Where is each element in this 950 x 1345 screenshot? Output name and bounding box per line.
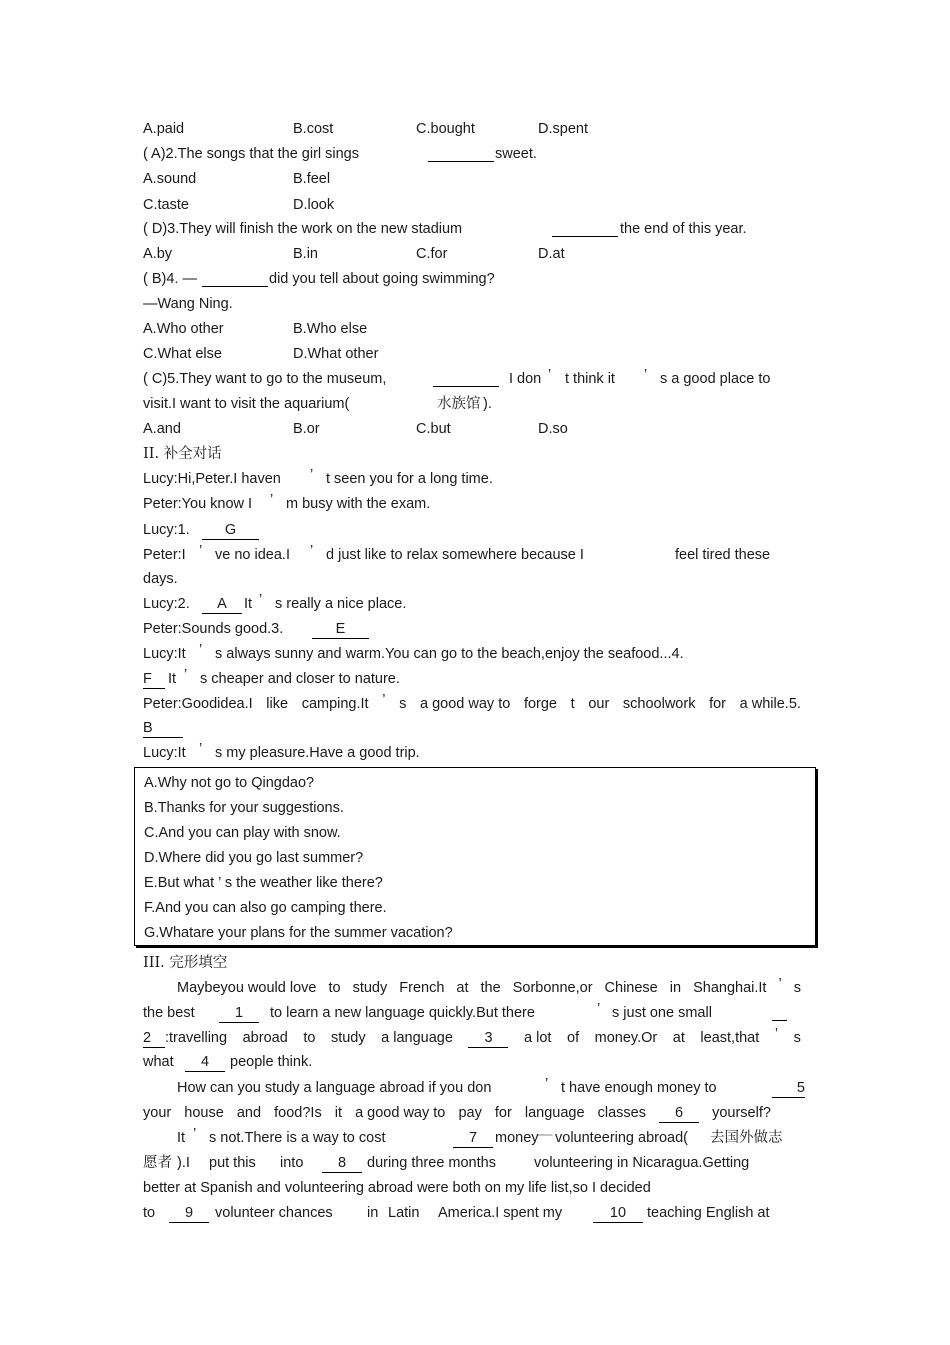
q4-option-c: C.What else <box>143 346 222 362</box>
blank-number: 1 <box>219 1006 259 1023</box>
cloze-5b: t have enough money to <box>561 1080 717 1096</box>
section-3-heading <box>143 954 227 972</box>
cloze-word: the <box>480 980 501 996</box>
cloze-word: classes <box>597 1105 646 1121</box>
cloze-word: a good way to <box>355 1105 446 1121</box>
q2-option-a: A.sound <box>143 171 197 187</box>
answer-text: F <box>143 672 165 689</box>
cloze-10a: to <box>143 1205 156 1221</box>
q5-option-b: B.or <box>293 421 320 437</box>
cloze-word: at <box>672 1030 685 1046</box>
apostrophe: ’ <box>597 1001 601 1017</box>
blank-number: 5 <box>772 1081 805 1098</box>
cloze-word: Maybeyou would love <box>177 980 317 996</box>
cloze-2c: s just one small <box>612 1005 712 1021</box>
q2-blank <box>428 145 494 167</box>
cloze-blank-2 <box>143 1029 227 1048</box>
cloze-word: food?Is <box>274 1105 322 1121</box>
section-3-number: III. <box>143 955 165 971</box>
dialogue-5a: Lucy:2. <box>143 596 190 612</box>
blank-number: 3 <box>468 1031 508 1048</box>
dialogue-9-word: camping.It <box>301 696 369 712</box>
cloze-word: a lot <box>524 1030 552 1046</box>
dialogue-8b: s cheaper and closer to nature. <box>200 671 400 687</box>
answer-text: E <box>312 622 369 639</box>
apostrophe: ’ <box>193 1126 197 1142</box>
cloze-8c: into <box>280 1155 304 1171</box>
cloze-word: language <box>524 1105 585 1121</box>
apostrophe: ’ <box>545 1076 549 1092</box>
cloze-blank-10 <box>593 1204 643 1223</box>
q5-chinese: 水族馆 <box>437 396 481 412</box>
q4-option-b: B.Who else <box>293 321 368 337</box>
cloze-2b: to learn a new language quickly.But there <box>270 1005 535 1021</box>
cloze-word: yourself? <box>712 1105 771 1121</box>
q4-stem: ( B)4. — <box>143 271 197 287</box>
cloze-word: Shanghai.It <box>693 980 767 996</box>
option-e: E.But what ’ s the weather like there? <box>144 875 383 891</box>
cloze-10d: Latin <box>388 1205 420 1221</box>
apostrophe: ’ <box>199 642 203 658</box>
q5-tail: s a good place to <box>660 371 771 387</box>
cloze-word: :travelling <box>165 1030 228 1046</box>
cloze-blank-1 <box>219 1004 259 1023</box>
cloze-blank-5 <box>772 1079 805 1098</box>
q3-option-c: C.for <box>416 246 448 262</box>
cloze-8d: during three months <box>367 1155 496 1171</box>
blank-number: 9 <box>169 1206 209 1223</box>
cloze-word: s <box>793 1030 801 1046</box>
cloze-word: to <box>303 1030 316 1046</box>
apostrophe: ’ <box>778 976 782 992</box>
cloze-8-chinese: 愿者 <box>143 1155 172 1171</box>
dialogue-answer-2 <box>202 595 242 614</box>
cloze-line-9: better at Spanish and volunteering abroad were both on my life list,so I decided <box>143 1180 651 1196</box>
q1-option-b: B.cost <box>293 121 334 137</box>
dialogue-9-word: our <box>588 696 610 712</box>
q4-reply: —Wang Ning. <box>143 296 233 312</box>
q3-option-d: D.at <box>538 246 565 262</box>
options-box <box>134 767 816 946</box>
q5-apostrophe-1: ’ <box>548 367 552 383</box>
dialogue-7a: Lucy:It <box>143 646 186 662</box>
cloze-line-1 <box>177 976 801 997</box>
blank-number: 6 <box>659 1106 699 1123</box>
q3-suffix: the end of this year. <box>620 221 747 237</box>
q5-line2: visit.I want to visit the aquarium( <box>143 396 350 412</box>
dialogue-4b: ve no idea.I <box>215 547 290 563</box>
q1-option-c: C.bought <box>416 121 475 137</box>
cloze-10f: teaching English at <box>647 1205 770 1221</box>
answer-text: B <box>143 721 183 738</box>
cloze-word: money.Or <box>594 1030 658 1046</box>
q2-stem: ( A)2.The songs that the girl sings <box>143 146 359 162</box>
q4-suffix: did you tell about going swimming? <box>269 271 495 287</box>
q5-option-c: C.but <box>416 421 451 437</box>
option-c: C.And you can play with snow. <box>144 825 341 841</box>
option-g: G.Whatare your plans for the summer vacation? <box>144 925 453 941</box>
q5-apostrophe-2: ’ <box>644 367 648 383</box>
dialogue-3a: Lucy:1. <box>143 522 190 538</box>
dialogue-answer-3 <box>312 620 369 639</box>
cloze-blank-9 <box>169 1204 209 1223</box>
cloze-line-3 <box>143 1026 801 1048</box>
cloze-10b: volunteer chances <box>215 1205 333 1221</box>
cloze-word: study <box>330 1030 366 1046</box>
cloze-blank-6 <box>659 1104 699 1123</box>
cloze-word: Sorbonne,or <box>512 980 593 996</box>
dialogue-7b: s always sunny and warm.You can go to the beach,enjoy the seafood...4. <box>215 646 684 662</box>
blank-number: 8 <box>322 1156 362 1173</box>
cloze-7b: s not.There is a way to cost <box>209 1130 386 1146</box>
cloze-word: and <box>236 1105 262 1121</box>
cloze-4a: what <box>143 1054 174 1070</box>
q2-option-b: B.feel <box>293 171 331 187</box>
dialogue-4-cont: days. <box>143 571 178 587</box>
dialogue-9-word: s <box>399 696 407 712</box>
cloze-7e: volunteering abroad( <box>555 1130 689 1146</box>
option-f: F.And you can also go camping there. <box>144 900 387 916</box>
apostrophe: ’ <box>184 667 188 683</box>
q2-option-d: D.look <box>293 197 335 213</box>
q5-blank <box>433 370 499 392</box>
cloze-10c: in <box>367 1205 379 1221</box>
q3-option-a: A.by <box>143 246 173 262</box>
answer-text: A <box>202 597 242 614</box>
cloze-5a: How can you study a language abroad if you don <box>177 1080 492 1096</box>
dialogue-9-word: schoolwork <box>622 696 696 712</box>
cloze-7a: It <box>177 1130 186 1146</box>
dialogue-4c: d just like to relax somewhere because I <box>326 547 584 563</box>
cloze-word: house <box>184 1105 224 1121</box>
cloze-word: study <box>352 980 388 996</box>
q4-option-a: A.Who other <box>143 321 224 337</box>
q5-option-d: D.so <box>538 421 568 437</box>
cloze-word: at <box>456 980 469 996</box>
dialogue-answer-1 <box>202 521 259 540</box>
dialogue-2b: m busy with the exam. <box>286 496 431 512</box>
cloze-word: your <box>143 1105 172 1121</box>
q3-blank <box>552 220 618 242</box>
dialogue-9 <box>143 692 801 713</box>
cloze-7c: money <box>495 1130 539 1146</box>
cloze-word: abroad <box>242 1030 288 1046</box>
q1-option-a: A.paid <box>143 121 185 137</box>
blank-number: 7 <box>453 1131 493 1148</box>
dialogue-4d: feel tired these <box>675 547 771 563</box>
cloze-7-dash: — <box>538 1127 553 1143</box>
q3-stem: ( D)3.They will finish the work on the new stadium <box>143 221 463 237</box>
dialogue-9-word: forge <box>523 696 557 712</box>
cloze-4b: people think. <box>230 1054 313 1070</box>
cloze-2a: the best <box>143 1005 195 1021</box>
cloze-word: s <box>793 980 801 996</box>
section-3-title: 完形填空 <box>169 955 228 971</box>
q3-option-b: B.in <box>293 246 318 262</box>
cloze-word: least,that <box>700 1030 760 1046</box>
cloze-word: pay <box>458 1105 482 1121</box>
cloze-blank-2-start <box>772 1004 787 1026</box>
dialogue-2a: Peter:You know I <box>143 496 253 512</box>
section-2-number: II. <box>143 446 160 462</box>
section-2-title: 补全对话 <box>163 446 222 462</box>
dialogue-1b: t seen you for a long time. <box>326 471 493 487</box>
dialogue-answer-4 <box>143 670 165 689</box>
apostrophe: ’ <box>199 741 203 757</box>
cloze-10e: America.I spent my <box>438 1205 563 1221</box>
option-a: A.Why not go to Qingdao? <box>144 775 315 791</box>
dialogue-9-word: Peter:Goodidea.I <box>143 696 253 712</box>
apostrophe: ’ <box>774 1026 779 1042</box>
blank-number: 10 <box>593 1206 643 1223</box>
dialogue-5c: s really a nice place. <box>275 596 407 612</box>
cloze-word: to <box>328 980 341 996</box>
apostrophe: ’ <box>382 692 386 708</box>
q4-option-d: D.What other <box>293 346 379 362</box>
dialogue-9-word: like <box>266 696 289 712</box>
cloze-7-chinese: 去国外做志 <box>710 1130 783 1146</box>
cloze-blank-4 <box>185 1053 225 1072</box>
apostrophe: ’ <box>259 592 263 608</box>
cloze-word: French <box>399 980 445 996</box>
blank-number: 2 <box>143 1031 165 1048</box>
q2-suffix: sweet. <box>495 146 537 162</box>
cloze-line-6 <box>143 1104 771 1123</box>
q4-blank <box>202 270 268 292</box>
cloze-word: of <box>567 1030 580 1046</box>
apostrophe: ’ <box>199 543 203 559</box>
dialogue-4a: Peter:I <box>143 547 186 563</box>
q5-mid: I don <box>509 371 542 387</box>
dialogue-5b: It <box>244 596 253 612</box>
section-2-heading <box>143 445 222 463</box>
apostrophe: ’ <box>310 543 314 559</box>
cloze-8b: put this <box>209 1155 256 1171</box>
cloze-blank-7 <box>453 1129 493 1148</box>
cloze-blank-8 <box>322 1154 362 1173</box>
cloze-word: a language <box>381 1030 453 1046</box>
dialogue-8a: It <box>168 671 177 687</box>
q5-option-a: A.and <box>143 421 181 437</box>
dialogue-9-word: a while.5. <box>739 696 801 712</box>
cloze-word: for <box>494 1105 512 1121</box>
cloze-word: Chinese <box>604 980 658 996</box>
q2-option-c: C.taste <box>143 197 189 213</box>
cloze-word: it <box>334 1105 343 1121</box>
q1-option-d: D.spent <box>538 121 588 137</box>
q5-mid2: t think it <box>565 371 615 387</box>
apostrophe: ’ <box>270 492 274 508</box>
dialogue-9-word: a good way to <box>420 696 511 712</box>
option-d: D.Where did you go last summer? <box>144 850 364 866</box>
dialogue-11b: s my pleasure.Have a good trip. <box>215 745 420 761</box>
dialogue-answer-5 <box>143 719 183 738</box>
dialogue-6a: Peter:Sounds good.3. <box>143 621 284 637</box>
answer-text: G <box>202 523 259 540</box>
dialogue-11a: Lucy:It <box>143 745 186 761</box>
blank-number: 4 <box>185 1055 225 1072</box>
q5-stem: ( C)5.They want to go to the museum, <box>143 371 387 387</box>
cloze-blank-3 <box>468 1029 508 1048</box>
q5-line2-end: ). <box>483 396 492 412</box>
option-b: B.Thanks for your suggestions. <box>144 800 344 816</box>
cloze-word: in <box>669 980 682 996</box>
dialogue-9-word: t <box>570 696 575 712</box>
dialogue-9-word: for <box>709 696 727 712</box>
cloze-8e: volunteering in Nicaragua.Getting <box>534 1155 750 1171</box>
apostrophe: ’ <box>310 467 314 483</box>
cloze-8a: ).I <box>177 1155 190 1171</box>
dialogue-1a: Lucy:Hi,Peter.I haven <box>143 471 281 487</box>
